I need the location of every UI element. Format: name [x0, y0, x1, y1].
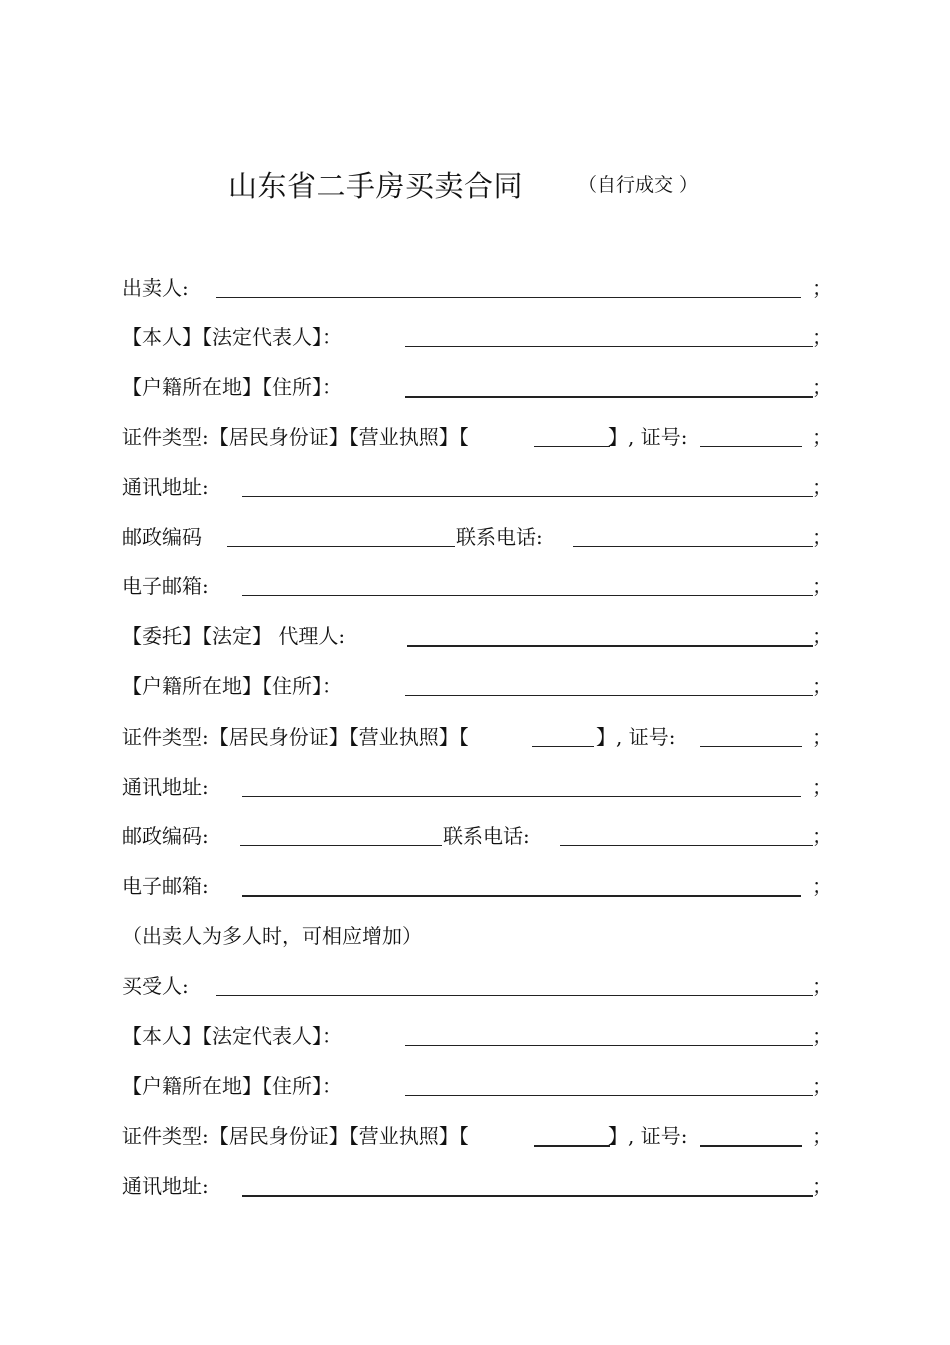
- seller-name-blank[interactable]: [216, 297, 801, 298]
- field-label: 电子邮箱:: [122, 874, 209, 898]
- field-label: 通讯地址:: [122, 1174, 209, 1198]
- field-label: 买受人:: [122, 974, 189, 998]
- buyer-name-blank[interactable]: [216, 995, 813, 996]
- buyer-id-type-row: [122, 1120, 832, 1152]
- semicolon: ；: [812, 725, 832, 749]
- note-text: （出卖人为多人时，可相应增加）: [122, 924, 422, 948]
- field-label-phone: 联系电话:: [443, 824, 530, 848]
- document-subtitle: （自行成交 ）: [578, 174, 699, 196]
- agent-address-row: [122, 771, 832, 803]
- agent-address-blank[interactable]: [242, 796, 801, 797]
- seller-residence-blank[interactable]: [405, 396, 813, 398]
- semicolon: ；: [812, 1024, 832, 1048]
- semicolon: ；: [812, 624, 832, 648]
- seller-phone-blank[interactable]: [573, 546, 813, 547]
- buyer-representative-row: [122, 1020, 832, 1052]
- seller-email-blank[interactable]: [242, 595, 813, 596]
- agent-residence-blank[interactable]: [405, 695, 813, 696]
- semicolon: ；: [812, 974, 832, 998]
- semicolon: ；: [812, 824, 832, 848]
- semicolon: ；: [812, 276, 832, 300]
- seller-address-row: [122, 471, 832, 503]
- field-label: 电子邮箱:: [122, 574, 209, 598]
- seller-residence-row: [122, 371, 832, 403]
- seller-postcode-blank[interactable]: [227, 546, 455, 547]
- semicolon: ；: [812, 425, 832, 449]
- field-label-id-number: 】, 证号:: [596, 725, 676, 749]
- buyer-name-row: [122, 970, 832, 1002]
- field-label-id-number: 】, 证号:: [608, 425, 688, 449]
- agent-email-row: [122, 870, 832, 902]
- semicolon: ；: [812, 475, 832, 499]
- agent-residence-row: [122, 670, 832, 702]
- seller-representative-blank[interactable]: [405, 346, 813, 347]
- field-label: 证件类型:【居民身份证】【营业执照】【: [122, 425, 469, 449]
- seller-id-number-blank[interactable]: [700, 446, 802, 447]
- field-label: 【委托】【法定】 代理人:: [122, 624, 346, 648]
- semicolon: ；: [812, 574, 832, 598]
- field-label: 通讯地址:: [122, 775, 209, 799]
- agent-id-type-row: [122, 721, 832, 753]
- buyer-address-row: [122, 1170, 832, 1202]
- document-title: 山东省二手房买卖合同: [228, 169, 524, 203]
- field-label: 【户籍所在地】【住所】：: [122, 375, 342, 399]
- field-label: 【户籍所在地】【住所】：: [122, 1074, 342, 1098]
- field-label: 通讯地址:: [122, 475, 209, 499]
- seller-email-row: [122, 570, 832, 602]
- seller-address-blank[interactable]: [242, 496, 813, 497]
- seller-name-row: [122, 272, 832, 304]
- seller-id-type-row: [122, 421, 832, 453]
- field-label: 证件类型:【居民身份证】【营业执照】【: [122, 725, 469, 749]
- seller-id-type-other-blank[interactable]: [534, 446, 610, 447]
- field-label: 证件类型:【居民身份证】【营业执照】【: [122, 1124, 469, 1148]
- field-label-id-number: 】, 证号:: [608, 1124, 688, 1148]
- buyer-address-blank[interactable]: [242, 1195, 813, 1197]
- field-label: 邮政编码: [122, 525, 202, 549]
- agent-id-type-other-blank[interactable]: [532, 746, 594, 747]
- field-label: 【本人】【法定代表人】：: [122, 325, 342, 349]
- seller-agent-row: [122, 620, 832, 652]
- semicolon: ；: [812, 1174, 832, 1198]
- field-label: 【本人】【法定代表人】：: [122, 1024, 342, 1048]
- agent-id-number-blank[interactable]: [700, 746, 802, 747]
- seller-representative-row: [122, 321, 832, 353]
- semicolon: ；: [812, 1124, 832, 1148]
- multiple-sellers-note: [122, 920, 832, 952]
- buyer-residence-blank[interactable]: [405, 1095, 813, 1096]
- semicolon: ；: [812, 525, 832, 549]
- semicolon: ；: [812, 325, 832, 349]
- field-label-phone: 联系电话:: [456, 525, 543, 549]
- seller-postcode-row: [122, 521, 832, 553]
- field-label: 【户籍所在地】【住所】：: [122, 674, 342, 698]
- semicolon: ；: [812, 775, 832, 799]
- field-label: 出卖人:: [122, 276, 189, 300]
- field-label: 邮政编码:: [122, 824, 209, 848]
- agent-postcode-blank[interactable]: [240, 845, 442, 846]
- buyer-id-type-other-blank[interactable]: [534, 1145, 610, 1147]
- semicolon: ；: [812, 375, 832, 399]
- agent-phone-blank[interactable]: [560, 845, 813, 846]
- semicolon: ；: [812, 674, 832, 698]
- buyer-id-number-blank[interactable]: [700, 1145, 802, 1147]
- buyer-residence-row: [122, 1070, 832, 1102]
- semicolon: ；: [812, 1074, 832, 1098]
- agent-postcode-row: [122, 820, 832, 852]
- semicolon: ；: [812, 874, 832, 898]
- agent-email-blank[interactable]: [242, 895, 801, 897]
- seller-agent-blank[interactable]: [407, 645, 813, 647]
- buyer-representative-blank[interactable]: [405, 1045, 813, 1046]
